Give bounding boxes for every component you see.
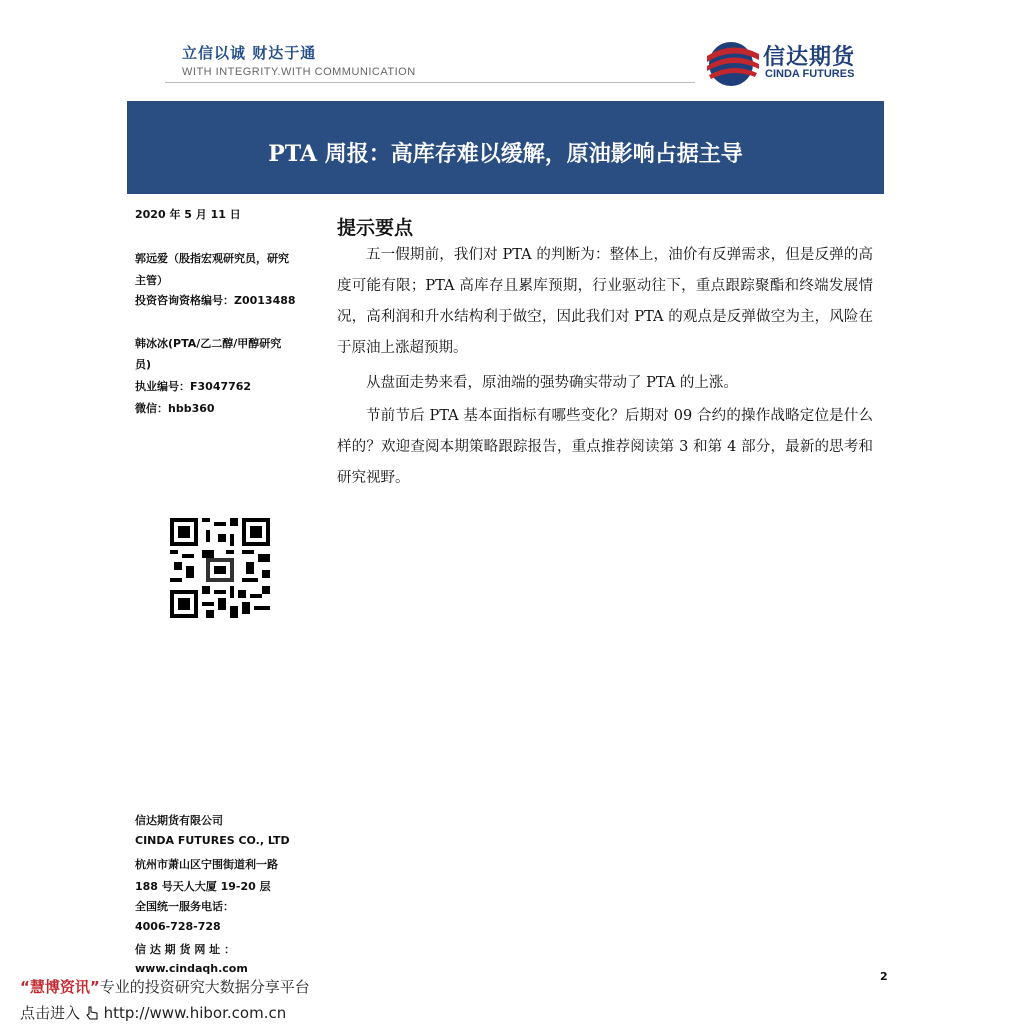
watermark-tagline-row	[20, 976, 310, 997]
page-number: 2	[880, 970, 888, 983]
company-name-en: CINDA FUTURES CO., LTD	[135, 834, 290, 847]
analyst2-wechat: 微信：hbb360	[135, 402, 215, 415]
watermark-link-row[interactable]	[20, 1002, 286, 1023]
paragraph-1: 五一假期前，我们对 PTA 的判断为：整体上，油价有反弹需求，但是反弹的高度可能有限；PTA 高库存且累库预期，行业驱动往下，重点跟踪聚酯和终端发展情况，高利润和升水结构利于做空，因此我们对 PTA 的观点是反弹做空为主，风险在于原油上涨超预期。	[337, 247, 873, 356]
watermark-url[interactable]: http://www.hibor.com.cn	[103, 1004, 287, 1022]
watermark-quote-open: “	[20, 978, 30, 996]
logo-text-cn: 信达期货	[763, 45, 856, 70]
slogan-en: WITH INTEGRITY.WITH COMMUNICATION	[182, 66, 416, 78]
logo-text-en: CINDA FUTURES	[765, 68, 855, 80]
analyst2-role: 员)	[135, 358, 152, 371]
address-line2: 188 号天人大厦 19-20 层	[135, 880, 271, 893]
company-name-cn: 信达期货有限公司	[135, 814, 223, 827]
analyst2-license: 执业编号：F3047762	[135, 380, 252, 393]
hand-cursor-icon	[85, 1006, 99, 1020]
slogan-cn: 立信以诚 财达于通	[182, 44, 317, 62]
website-label: 信 达 期 货 网 址 ：	[135, 943, 235, 956]
analyst1-name: 郭远爱（股指宏观研究员，研究	[135, 252, 289, 265]
paragraph-2: 从盘面走势来看，原油端的强势确实带动了 PTA 的上涨。	[366, 375, 738, 391]
title-banner	[127, 101, 884, 194]
watermark-quote-close: ”	[89, 978, 100, 996]
report-date: 2020 年 5 月 11 日	[135, 208, 241, 221]
watermark-tagline: 专业的投资研究大数据分享平台	[99, 978, 310, 996]
watermark-enter-label: 点击进入	[20, 1004, 81, 1022]
header-divider	[165, 82, 695, 83]
analyst1-license: 投资咨询资格编号：Z0013488	[135, 294, 296, 307]
website-link[interactable]: www.cindaqh.com	[135, 962, 248, 975]
analyst2-name: 韩冰冰(PTA/乙二醇/甲醇研究	[135, 337, 282, 350]
hotline-number: 4006-728-728	[135, 920, 221, 933]
company-logo	[705, 38, 885, 88]
hotline-label: 全国统一服务电话：	[135, 900, 234, 913]
logo-mark-icon	[705, 38, 761, 88]
analyst1-role: 主管）	[135, 274, 168, 287]
report-title: PTA 周报：高库存难以缓解，原油影响占据主导	[268, 141, 743, 167]
address-line1: 杭州市萧山区宁围街道利一路	[135, 858, 278, 871]
watermark-brand: 慧博资讯	[29, 978, 90, 996]
key-points-heading: 提示要点	[337, 217, 414, 239]
qr-code-icon	[170, 518, 270, 618]
paragraph-3: 节前节后 PTA 基本面指标有哪些变化？后期对 09 合约的操作战略定位是什么样的？欢迎查阅本期策略跟踪报告，重点推荐阅读第 3 和第 4 部分，最新的思考和研究视野。	[337, 408, 873, 486]
